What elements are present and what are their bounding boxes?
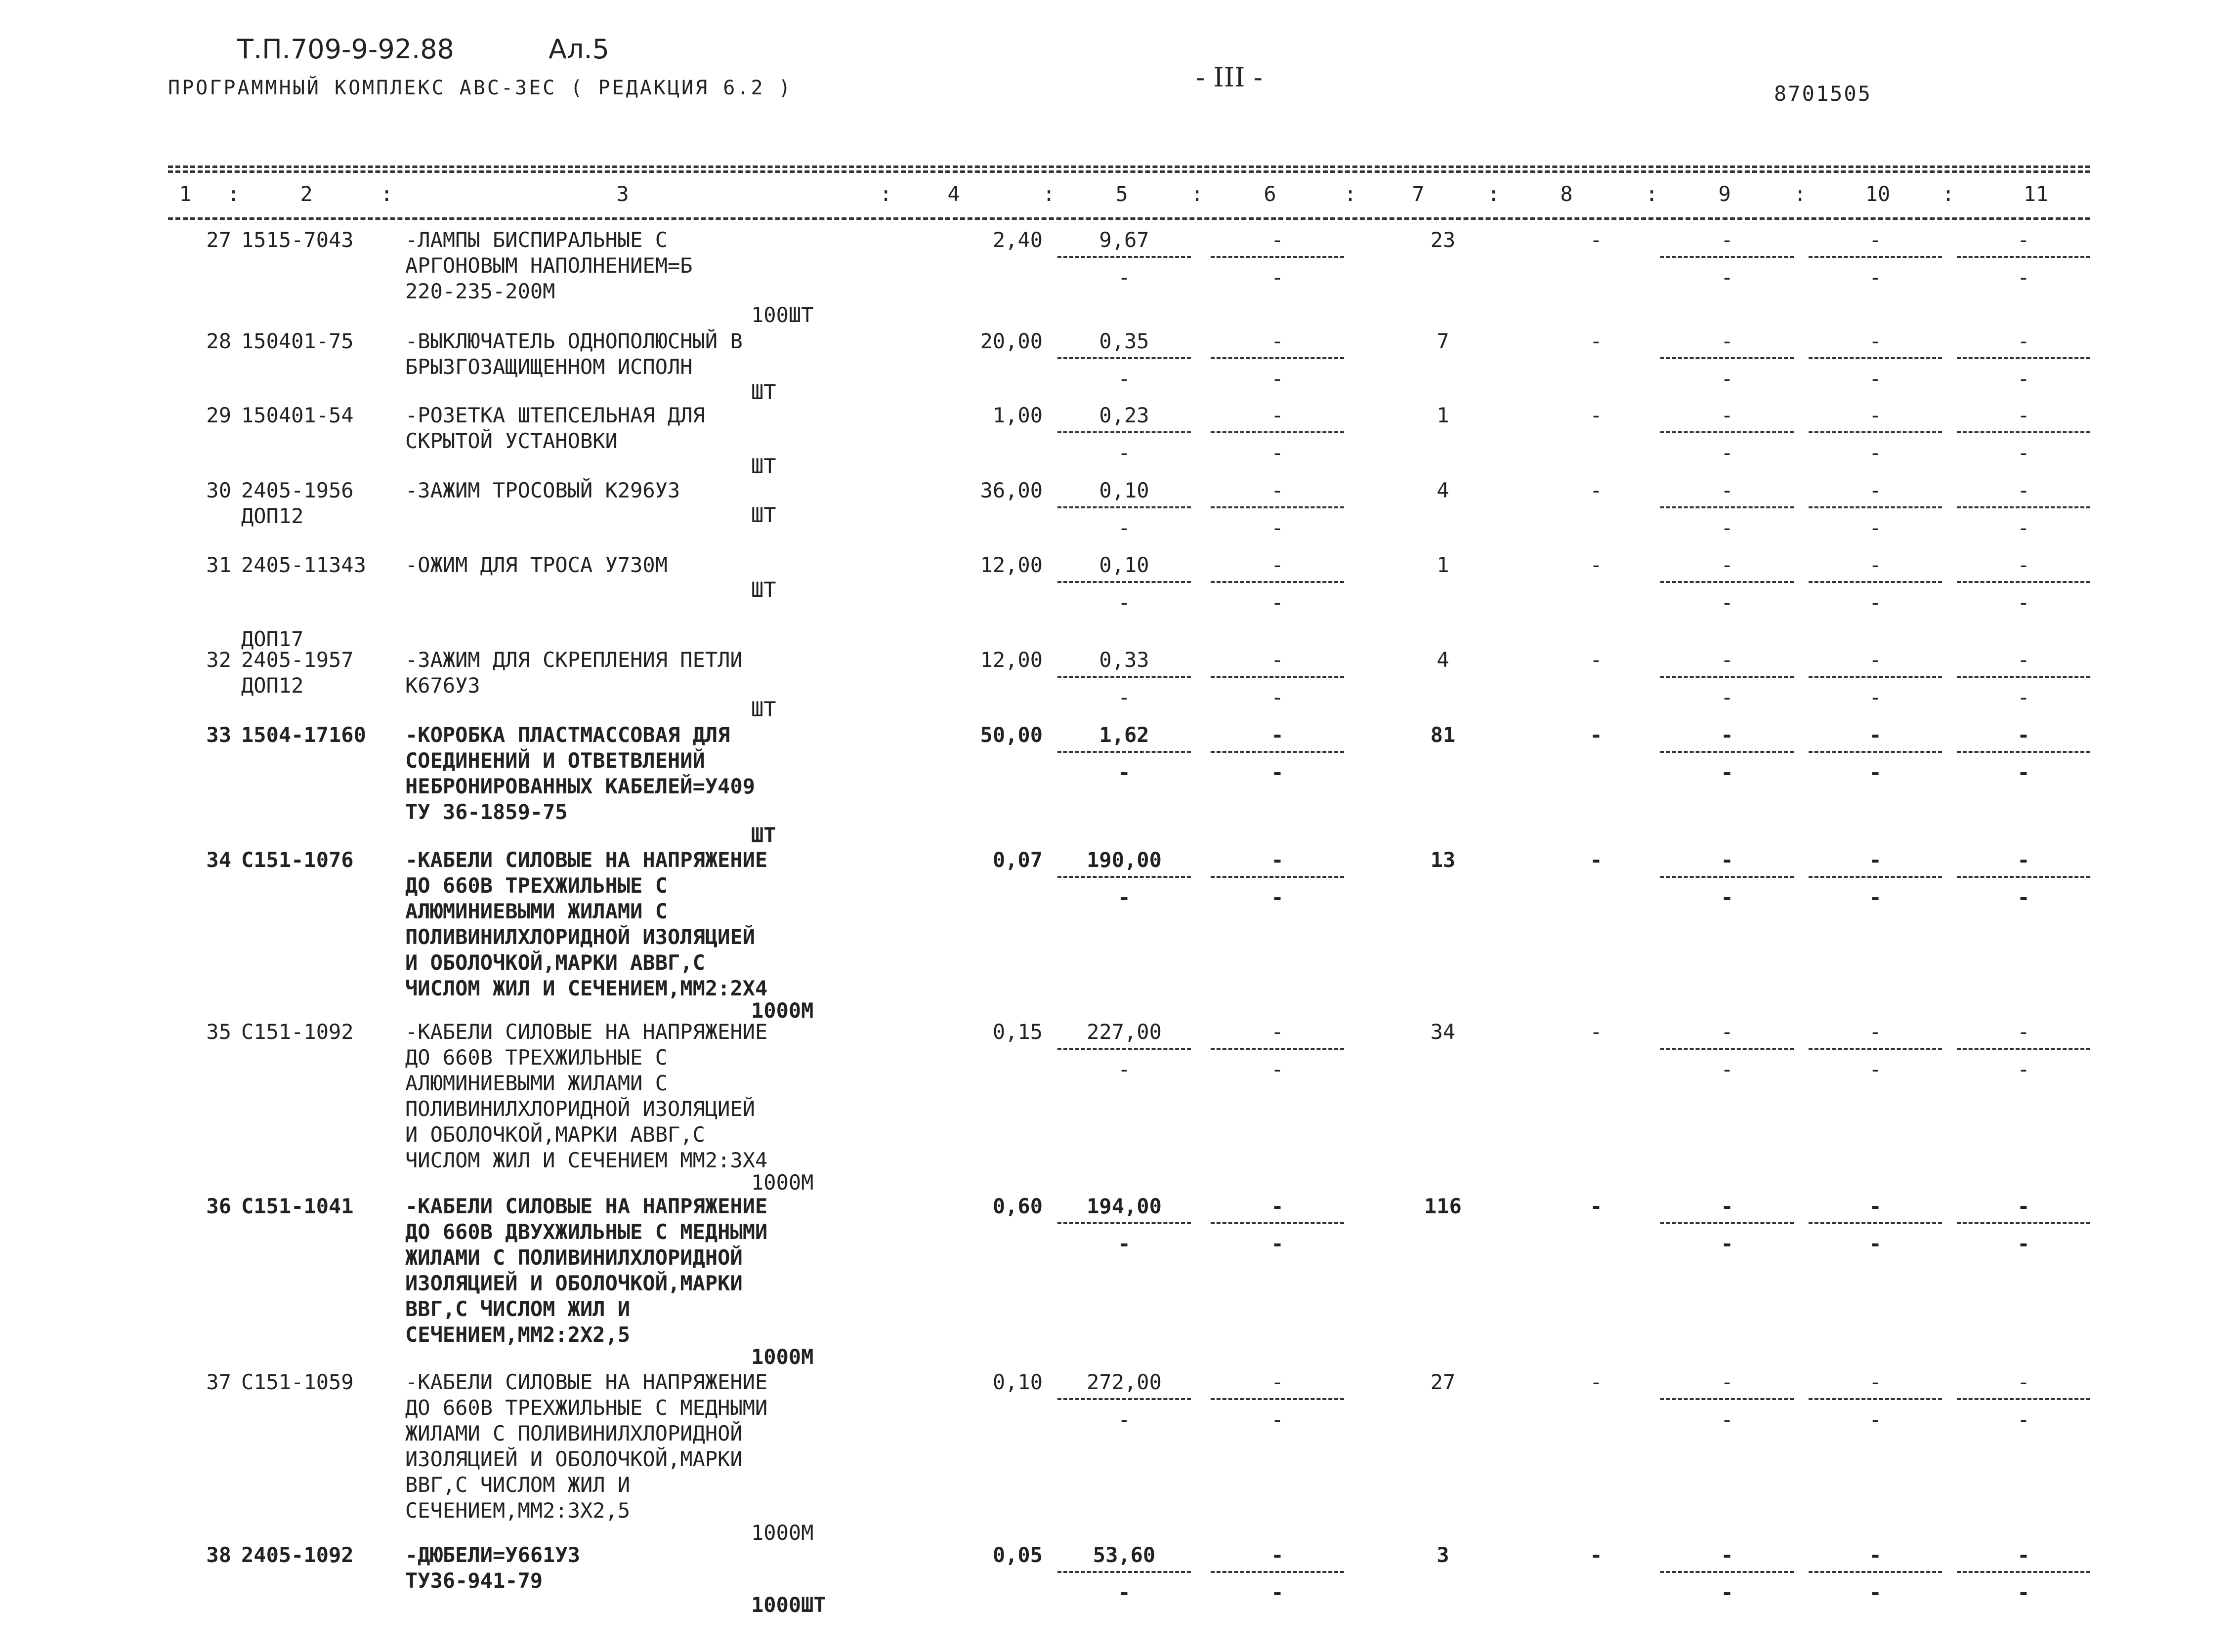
col-11-subvalue: -: [2017, 685, 2030, 709]
col-6: 6: [1264, 182, 1276, 206]
col-6-underline: [1211, 357, 1344, 359]
col-6-underline: [1211, 1222, 1344, 1224]
col-6-subvalue: -: [1271, 1580, 1284, 1605]
col-8-cell: -: [1590, 1543, 1603, 1567]
col-6-cell: -: [1271, 1370, 1284, 1394]
col-11-underline: [1957, 751, 2090, 753]
col-10-underline: [1809, 506, 1942, 508]
col-11-underline: [1957, 256, 2090, 258]
col-6-cell: -: [1271, 723, 1284, 747]
col-6-cell: -: [1271, 1020, 1284, 1044]
total-cell: 1: [1436, 553, 1449, 577]
col-9-subvalue: -: [1721, 367, 1733, 391]
col-5-subvalue: -: [1118, 1407, 1131, 1432]
item-code: С151-1059: [241, 1370, 354, 1394]
col-10-underline: [1809, 676, 1942, 678]
col-11-subvalue: -: [2017, 367, 2030, 391]
item-code-suffix: ДОП12: [241, 504, 304, 528]
unit-of-measure: ШТ: [751, 380, 776, 404]
col-10-cell: -: [1869, 478, 1882, 502]
unit-price-cell: 53,60: [1093, 1543, 1156, 1567]
item-name: -КАБЕЛИ СИЛОВЫЕ НА НАПРЯЖЕНИЕ ДО 660В ТРЕХЖИЛЬНЫЕ С АЛЮМИНИЕВЫМИ ЖИЛАМИ С ПОЛИВИНИЛХЛОРИДНОЙ ИЗОЛЯЦИЕЙ И ОБОЛОЧКОЙ,МАРКИ АВВГ,С ЧИСЛОМ ЖИЛ И СЕЧЕНИЕМ ММ2:3Х4: [405, 1020, 768, 1172]
col-10-cell: -: [1869, 1194, 1882, 1218]
row-number: 31: [206, 553, 231, 577]
col-9-underline: [1660, 751, 1794, 753]
col-6-cell: -: [1271, 1194, 1284, 1218]
col-6-cell: -: [1271, 1543, 1284, 1567]
row-number: 37: [206, 1370, 231, 1394]
col-9-cell: -: [1721, 1543, 1733, 1567]
col-11-subvalue: -: [2017, 441, 2030, 465]
col-10-underline: [1809, 431, 1942, 433]
col-11-cell: -: [2017, 329, 2030, 353]
total-cell: 116: [1424, 1194, 1462, 1218]
col-3: 3: [616, 182, 629, 206]
col-11-subvalue: -: [2017, 1232, 2030, 1256]
col-11-underline: [1957, 1398, 2090, 1400]
col-10-underline: [1809, 1571, 1942, 1573]
unit-price-cell: 0,10: [1099, 553, 1149, 577]
col-6-cell: -: [1271, 403, 1284, 427]
col-10-subvalue: -: [1869, 590, 1882, 615]
unit-of-measure: ШТ: [751, 823, 776, 847]
col-8-cell: -: [1590, 723, 1603, 747]
row-number: 32: [206, 648, 231, 672]
col-9-subvalue: -: [1721, 441, 1733, 465]
item-name: -ЗАЖИМ ТРОСОВЫЙ К296У3: [405, 478, 680, 502]
col-9-underline: [1660, 1222, 1794, 1224]
col-10-underline: [1809, 1222, 1942, 1224]
col-8-cell: -: [1590, 1020, 1603, 1044]
col-10-cell: -: [1869, 648, 1882, 672]
table-top-rule-2: [168, 170, 2090, 173]
row-number: 36: [206, 1194, 231, 1218]
col-5-subvalue: -: [1118, 1580, 1131, 1605]
col-9-cell: -: [1721, 1020, 1733, 1044]
col-11-subvalue: -: [2017, 885, 2030, 909]
unit-price-cell: 0,35: [1099, 329, 1149, 353]
unit-of-measure: 100ШТ: [751, 303, 814, 327]
item-name: -РОЗЕТКА ШТЕПСЕЛЬНАЯ ДЛЯ СКРЫТОЙ УСТАНОВКИ: [405, 403, 705, 453]
col-9: 9: [1718, 182, 1731, 206]
col-5-subvalue: -: [1118, 590, 1131, 615]
col-11-underline: [1957, 431, 2090, 433]
row-number: 27: [206, 228, 231, 252]
col-11-cell: -: [2017, 553, 2030, 577]
col-5-subvalue: -: [1118, 1232, 1131, 1256]
col-5-subvalue: -: [1118, 885, 1131, 909]
col-10-underline: [1809, 1048, 1942, 1050]
total-cell: 4: [1436, 648, 1449, 672]
col-9-underline: [1660, 676, 1794, 678]
col-5-underline: [1057, 1222, 1191, 1224]
col-6-underline: [1211, 751, 1344, 753]
quantity-cell: 12,00: [980, 553, 1043, 577]
col-11-underline: [1957, 1222, 2090, 1224]
col-9-cell: -: [1721, 329, 1733, 353]
col-sep: :: [1043, 182, 1055, 206]
unit-of-measure: ШТ: [751, 454, 776, 478]
col-9-underline: [1660, 256, 1794, 258]
col-sep: :: [227, 182, 240, 206]
item-code: 150401-75: [241, 329, 354, 353]
col-9-subvalue: -: [1721, 685, 1733, 709]
col-8-cell: -: [1590, 228, 1603, 252]
item-code: 2405-11343: [241, 553, 366, 577]
col-9-cell: -: [1721, 648, 1733, 672]
col-5-underline: [1057, 751, 1191, 753]
col-10-cell: -: [1869, 403, 1882, 427]
col-6-subvalue: -: [1271, 1057, 1284, 1081]
document-code: Т.П.709-9-92.88: [237, 34, 454, 65]
col-5-underline: [1057, 1048, 1191, 1050]
col-11-subvalue: -: [2017, 1057, 2030, 1081]
quantity-cell: 50,00: [980, 723, 1043, 747]
col-9-subvalue: -: [1721, 516, 1733, 540]
document-number: 8701505: [1774, 82, 1872, 106]
row-number: 33: [206, 723, 231, 747]
col-10-subvalue: -: [1869, 685, 1882, 709]
col-11-underline: [1957, 357, 2090, 359]
col-6-subvalue: -: [1271, 685, 1284, 709]
item-name: -ВЫКЛЮЧАТЕЛЬ ОДНОПОЛЮСНЫЙ В БРЫЗГОЗАЩИЩЕННОМ ИСПОЛН: [405, 329, 743, 379]
page-number: - III -: [1196, 62, 1263, 93]
col-10-underline: [1809, 256, 1942, 258]
col-8-cell: -: [1590, 848, 1603, 872]
col-9-cell: -: [1721, 478, 1733, 502]
col-11-subvalue: -: [2017, 760, 2030, 785]
unit-of-measure: ШТ: [751, 503, 776, 527]
quantity-cell: 2,40: [992, 228, 1043, 252]
col-9-subvalue: -: [1721, 1407, 1733, 1432]
col-6-underline: [1211, 676, 1344, 678]
item-code: С151-1076: [241, 848, 354, 872]
col-11-cell: -: [2017, 403, 2030, 427]
col-6-underline: [1211, 581, 1344, 583]
quantity-cell: 1,00: [992, 403, 1043, 427]
row-number: 38: [206, 1543, 231, 1567]
col-5-underline: [1057, 676, 1191, 678]
quantity-cell: 36,00: [980, 478, 1043, 502]
col-5-subvalue: -: [1118, 516, 1131, 540]
total-cell: 81: [1430, 723, 1456, 747]
col-9-underline: [1660, 506, 1794, 508]
col-10-subvalue: -: [1869, 1057, 1882, 1081]
col-5-underline: [1057, 1571, 1191, 1573]
col-6-subvalue: -: [1271, 1232, 1284, 1256]
unit-of-measure: 1000М: [751, 1521, 814, 1545]
col-8-cell: -: [1590, 329, 1603, 353]
col-9-underline: [1660, 431, 1794, 433]
col-11-cell: -: [2017, 1194, 2030, 1218]
col-6-cell: -: [1271, 553, 1284, 577]
col-11-subvalue: -: [2017, 516, 2030, 540]
item-code: 2405-1957: [241, 648, 354, 672]
row-number: 34: [206, 848, 231, 872]
row-number: 28: [206, 329, 231, 353]
col-10-subvalue: -: [1869, 885, 1882, 909]
header-bottom-rule: [168, 217, 2090, 220]
col-11-cell: -: [2017, 648, 2030, 672]
unit-of-measure: 1000ШТ: [751, 1593, 826, 1617]
unit-of-measure: ШТ: [751, 697, 776, 721]
item-code: 1515-7043: [241, 228, 354, 252]
col-10-cell: -: [1869, 228, 1882, 252]
col-9-underline: [1660, 1048, 1794, 1050]
item-name: -КАБЕЛИ СИЛОВЫЕ НА НАПРЯЖЕНИЕ ДО 660В ДВУХЖИЛЬНЫЕ С МЕДНЫМИ ЖИЛАМИ С ПОЛИВИНИЛХЛОРИДНОЙ ИЗОЛЯЦИЕЙ И ОБОЛОЧКОЙ,МАРКИ ВВГ,С ЧИСЛОМ ЖИЛ И СЕЧЕНИЕМ,ММ2:2Х2,5: [405, 1194, 768, 1347]
sheet-label: Ал.5: [548, 34, 609, 65]
col-sep: :: [1794, 182, 1807, 206]
col-5-underline: [1057, 256, 1191, 258]
col-9-cell: -: [1721, 1194, 1733, 1218]
col-11-subvalue: -: [2017, 1407, 2030, 1432]
col-6-underline: [1211, 256, 1344, 258]
col-5-underline: [1057, 357, 1191, 359]
item-code: С151-1092: [241, 1020, 354, 1044]
quantity-cell: 12,00: [980, 648, 1043, 672]
col-10-cell: -: [1869, 1543, 1882, 1567]
total-cell: 34: [1430, 1020, 1456, 1044]
col-6-subvalue: -: [1271, 1407, 1284, 1432]
item-code-suffix: ДОП17: [241, 627, 304, 651]
col-2: 2: [300, 182, 313, 206]
col-10-subvalue: -: [1869, 760, 1882, 785]
col-8: 8: [1560, 182, 1573, 206]
col-5-underline: [1057, 876, 1191, 878]
total-cell: 23: [1430, 228, 1456, 252]
col-6-subvalue: -: [1271, 885, 1284, 909]
col-10-underline: [1809, 357, 1942, 359]
col-11-underline: [1957, 581, 2090, 583]
col-8-cell: -: [1590, 1370, 1603, 1394]
item-code-suffix: ДОП12: [241, 673, 304, 698]
item-code: 1504-17160: [241, 723, 366, 747]
col-5-subvalue: -: [1118, 1057, 1131, 1081]
col-5-subvalue: -: [1118, 760, 1131, 785]
col-6-cell: -: [1271, 848, 1284, 872]
col-9-subvalue: -: [1721, 590, 1733, 615]
col-6-cell: -: [1271, 228, 1284, 252]
col-sep: :: [1344, 182, 1357, 206]
col-6-subvalue: -: [1271, 441, 1284, 465]
col-6-cell: -: [1271, 478, 1284, 502]
unit-price-cell: 0,23: [1099, 403, 1149, 427]
col-5: 5: [1115, 182, 1128, 206]
unit-price-cell: 1,62: [1099, 723, 1149, 747]
row-number: 35: [206, 1020, 231, 1044]
item-name: -КОРОБКА ПЛАСТМАССОВАЯ ДЛЯ СОЕДИНЕНИЙ И ОТВЕТВЛЕНИЙ НЕБРОНИРОВАННЫХ КАБЕЛЕЙ=У409 ТУ 36-1859-75: [405, 723, 756, 824]
col-9-subvalue: -: [1721, 1232, 1733, 1256]
col-10-subvalue: -: [1869, 1407, 1882, 1432]
quantity-cell: 0,15: [992, 1020, 1043, 1044]
quantity-cell: 20,00: [980, 329, 1043, 353]
quantity-cell: 0,60: [992, 1194, 1043, 1218]
col-10: 10: [1865, 182, 1891, 206]
col-10-subvalue: -: [1869, 367, 1882, 391]
row-number: 30: [206, 478, 231, 502]
quantity-cell: 0,05: [992, 1543, 1043, 1567]
col-1: 1: [179, 182, 192, 206]
item-name: -ЛАМПЫ БИСПИРАЛЬНЫЕ С АРГОНОВЫМ НАПОЛНЕНИЕМ=Б 220-235-200М: [405, 228, 693, 303]
col-10-underline: [1809, 751, 1942, 753]
col-8-cell: -: [1590, 553, 1603, 577]
col-6-subvalue: -: [1271, 590, 1284, 615]
col-9-underline: [1660, 1571, 1794, 1573]
col-11-underline: [1957, 1048, 2090, 1050]
col-9-subvalue: -: [1721, 760, 1733, 785]
quantity-cell: 0,07: [992, 848, 1043, 872]
col-11-subvalue: -: [2017, 590, 2030, 615]
total-cell: 13: [1430, 848, 1456, 872]
col-9-cell: -: [1721, 403, 1733, 427]
col-6-subvalue: -: [1271, 516, 1284, 540]
col-5-subvalue: -: [1118, 441, 1131, 465]
col-10-underline: [1809, 581, 1942, 583]
col-11-cell: -: [2017, 1020, 2030, 1044]
col-11-subvalue: -: [2017, 1580, 2030, 1605]
col-sep: :: [1191, 182, 1204, 206]
unit-of-measure: 1000М: [751, 998, 814, 1023]
col-9-cell: -: [1721, 553, 1733, 577]
program-title: ПРОГРАММНЫЙ КОМПЛЕКС АВС-ЗЕС ( РЕДАКЦИЯ 6.2 ): [168, 77, 793, 99]
col-5-subvalue: -: [1118, 685, 1131, 709]
col-10-subvalue: -: [1869, 1580, 1882, 1605]
col-6-underline: [1211, 1048, 1344, 1050]
col-10-cell: -: [1869, 1020, 1882, 1044]
col-6-underline: [1211, 1571, 1344, 1573]
col-4: 4: [947, 182, 960, 206]
unit-price-cell: 190,00: [1087, 848, 1162, 872]
col-10-cell: -: [1869, 329, 1882, 353]
total-cell: 27: [1430, 1370, 1456, 1394]
item-code: 2405-1956: [241, 478, 354, 502]
col-9-subvalue: -: [1721, 1057, 1733, 1081]
col-7: 7: [1412, 182, 1425, 206]
col-10-underline: [1809, 876, 1942, 878]
col-9-subvalue: -: [1721, 885, 1733, 909]
col-8-cell: -: [1590, 478, 1603, 502]
item-name: -ДЮБЕЛИ=У661У3 ТУ36-941-79: [405, 1543, 581, 1593]
col-10-cell: -: [1869, 1370, 1882, 1394]
unit-of-measure: ШТ: [751, 578, 776, 602]
unit-price-cell: 0,10: [1099, 478, 1149, 502]
col-10-subvalue: -: [1869, 516, 1882, 540]
item-code: С151-1041: [241, 1194, 354, 1218]
row-number: 29: [206, 403, 231, 427]
col-6-underline: [1211, 1398, 1344, 1400]
item-code: 2405-1092: [241, 1543, 354, 1567]
col-6-cell: -: [1271, 329, 1284, 353]
col-6-subvalue: -: [1271, 760, 1284, 785]
item-name: -КАБЕЛИ СИЛОВЫЕ НА НАПРЯЖЕНИЕ ДО 660В ТРЕХЖИЛЬНЫЕ С АЛЮМИНИЕВЫМИ ЖИЛАМИ С ПОЛИВИНИЛХЛОРИДНОЙ ИЗОЛЯЦИЕЙ И ОБОЛОЧКОЙ,МАРКИ АВВГ,С ЧИСЛОМ ЖИЛ И СЕЧЕНИЕМ,ММ2:2Х4: [405, 848, 768, 1000]
col-5-subvalue: -: [1118, 367, 1131, 391]
col-11-cell: -: [2017, 848, 2030, 872]
col-11-cell: -: [2017, 723, 2030, 747]
col-10-subvalue: -: [1869, 441, 1882, 465]
col-9-underline: [1660, 1398, 1794, 1400]
col-9-cell: -: [1721, 848, 1733, 872]
unit-price-cell: 272,00: [1087, 1370, 1162, 1394]
col-sep: :: [1645, 182, 1658, 206]
col-sep: :: [880, 182, 892, 206]
col-sep: :: [380, 182, 393, 206]
col-5-underline: [1057, 431, 1191, 433]
col-10-cell: -: [1869, 553, 1882, 577]
col-6-underline: [1211, 431, 1344, 433]
item-name: -ОЖИМ ДЛЯ ТРОСА У730М: [405, 553, 668, 577]
col-11-cell: -: [2017, 228, 2030, 252]
item-name: -ЗАЖИМ ДЛЯ СКРЕПЛЕНИЯ ПЕТЛИ К676У3: [405, 648, 743, 698]
col-9-cell: -: [1721, 228, 1733, 252]
unit-of-measure: 1000М: [751, 1345, 814, 1369]
col-11-underline: [1957, 506, 2090, 508]
col-9-cell: -: [1721, 723, 1733, 747]
unit-price-cell: 227,00: [1087, 1020, 1162, 1044]
unit-price-cell: 194,00: [1087, 1194, 1162, 1218]
col-6-subvalue: -: [1271, 265, 1284, 289]
col-10-subvalue: -: [1869, 1232, 1882, 1256]
col-8-cell: -: [1590, 648, 1603, 672]
total-cell: 1: [1436, 403, 1449, 427]
item-code: 150401-54: [241, 403, 354, 427]
table-top-rule: [168, 165, 2090, 168]
col-6-subvalue: -: [1271, 367, 1284, 391]
col-9-underline: [1660, 581, 1794, 583]
col-10-underline: [1809, 1398, 1942, 1400]
col-11-cell: -: [2017, 1543, 2030, 1567]
col-5-subvalue: -: [1118, 265, 1131, 289]
col-5-underline: [1057, 506, 1191, 508]
col-9-underline: [1660, 357, 1794, 359]
quantity-cell: 0,10: [992, 1370, 1043, 1394]
col-9-subvalue: -: [1721, 1580, 1733, 1605]
total-cell: 3: [1436, 1543, 1449, 1567]
col-5-underline: [1057, 1398, 1191, 1400]
col-6-cell: -: [1271, 648, 1284, 672]
col-10-subvalue: -: [1869, 265, 1882, 289]
col-9-underline: [1660, 876, 1794, 878]
col-8-cell: -: [1590, 1194, 1603, 1218]
col-11-underline: [1957, 676, 2090, 678]
item-name: -КАБЕЛИ СИЛОВЫЕ НА НАПРЯЖЕНИЕ ДО 660В ТРЕХЖИЛЬНЫЕ С МЕДНЫМИ ЖИЛАМИ С ПОЛИВИНИЛХЛОРИДНОЙ ИЗОЛЯЦИЕЙ И ОБОЛОЧКОЙ,МАРКИ ВВГ,С ЧИСЛОМ ЖИЛ И СЕЧЕНИЕМ,ММ2:3Х2,5: [405, 1370, 768, 1523]
col-5-underline: [1057, 581, 1191, 583]
col-6-underline: [1211, 876, 1344, 878]
col-11-cell: -: [2017, 478, 2030, 502]
unit-price-cell: 0,33: [1099, 648, 1149, 672]
col-11: 11: [2023, 182, 2049, 206]
col-sep: :: [1487, 182, 1500, 206]
col-11-cell: -: [2017, 1370, 2030, 1394]
col-9-subvalue: -: [1721, 265, 1733, 289]
col-11-subvalue: -: [2017, 265, 2030, 289]
col-9-cell: -: [1721, 1370, 1733, 1394]
unit-of-measure: 1000М: [751, 1170, 814, 1195]
unit-price-cell: 9,67: [1099, 228, 1149, 252]
col-10-cell: -: [1869, 848, 1882, 872]
col-10-cell: -: [1869, 723, 1882, 747]
total-cell: 4: [1436, 478, 1449, 502]
col-11-underline: [1957, 1571, 2090, 1573]
total-cell: 7: [1436, 329, 1449, 353]
col-11-underline: [1957, 876, 2090, 878]
col-sep: :: [1942, 182, 1955, 206]
col-6-underline: [1211, 506, 1344, 508]
col-8-cell: -: [1590, 403, 1603, 427]
